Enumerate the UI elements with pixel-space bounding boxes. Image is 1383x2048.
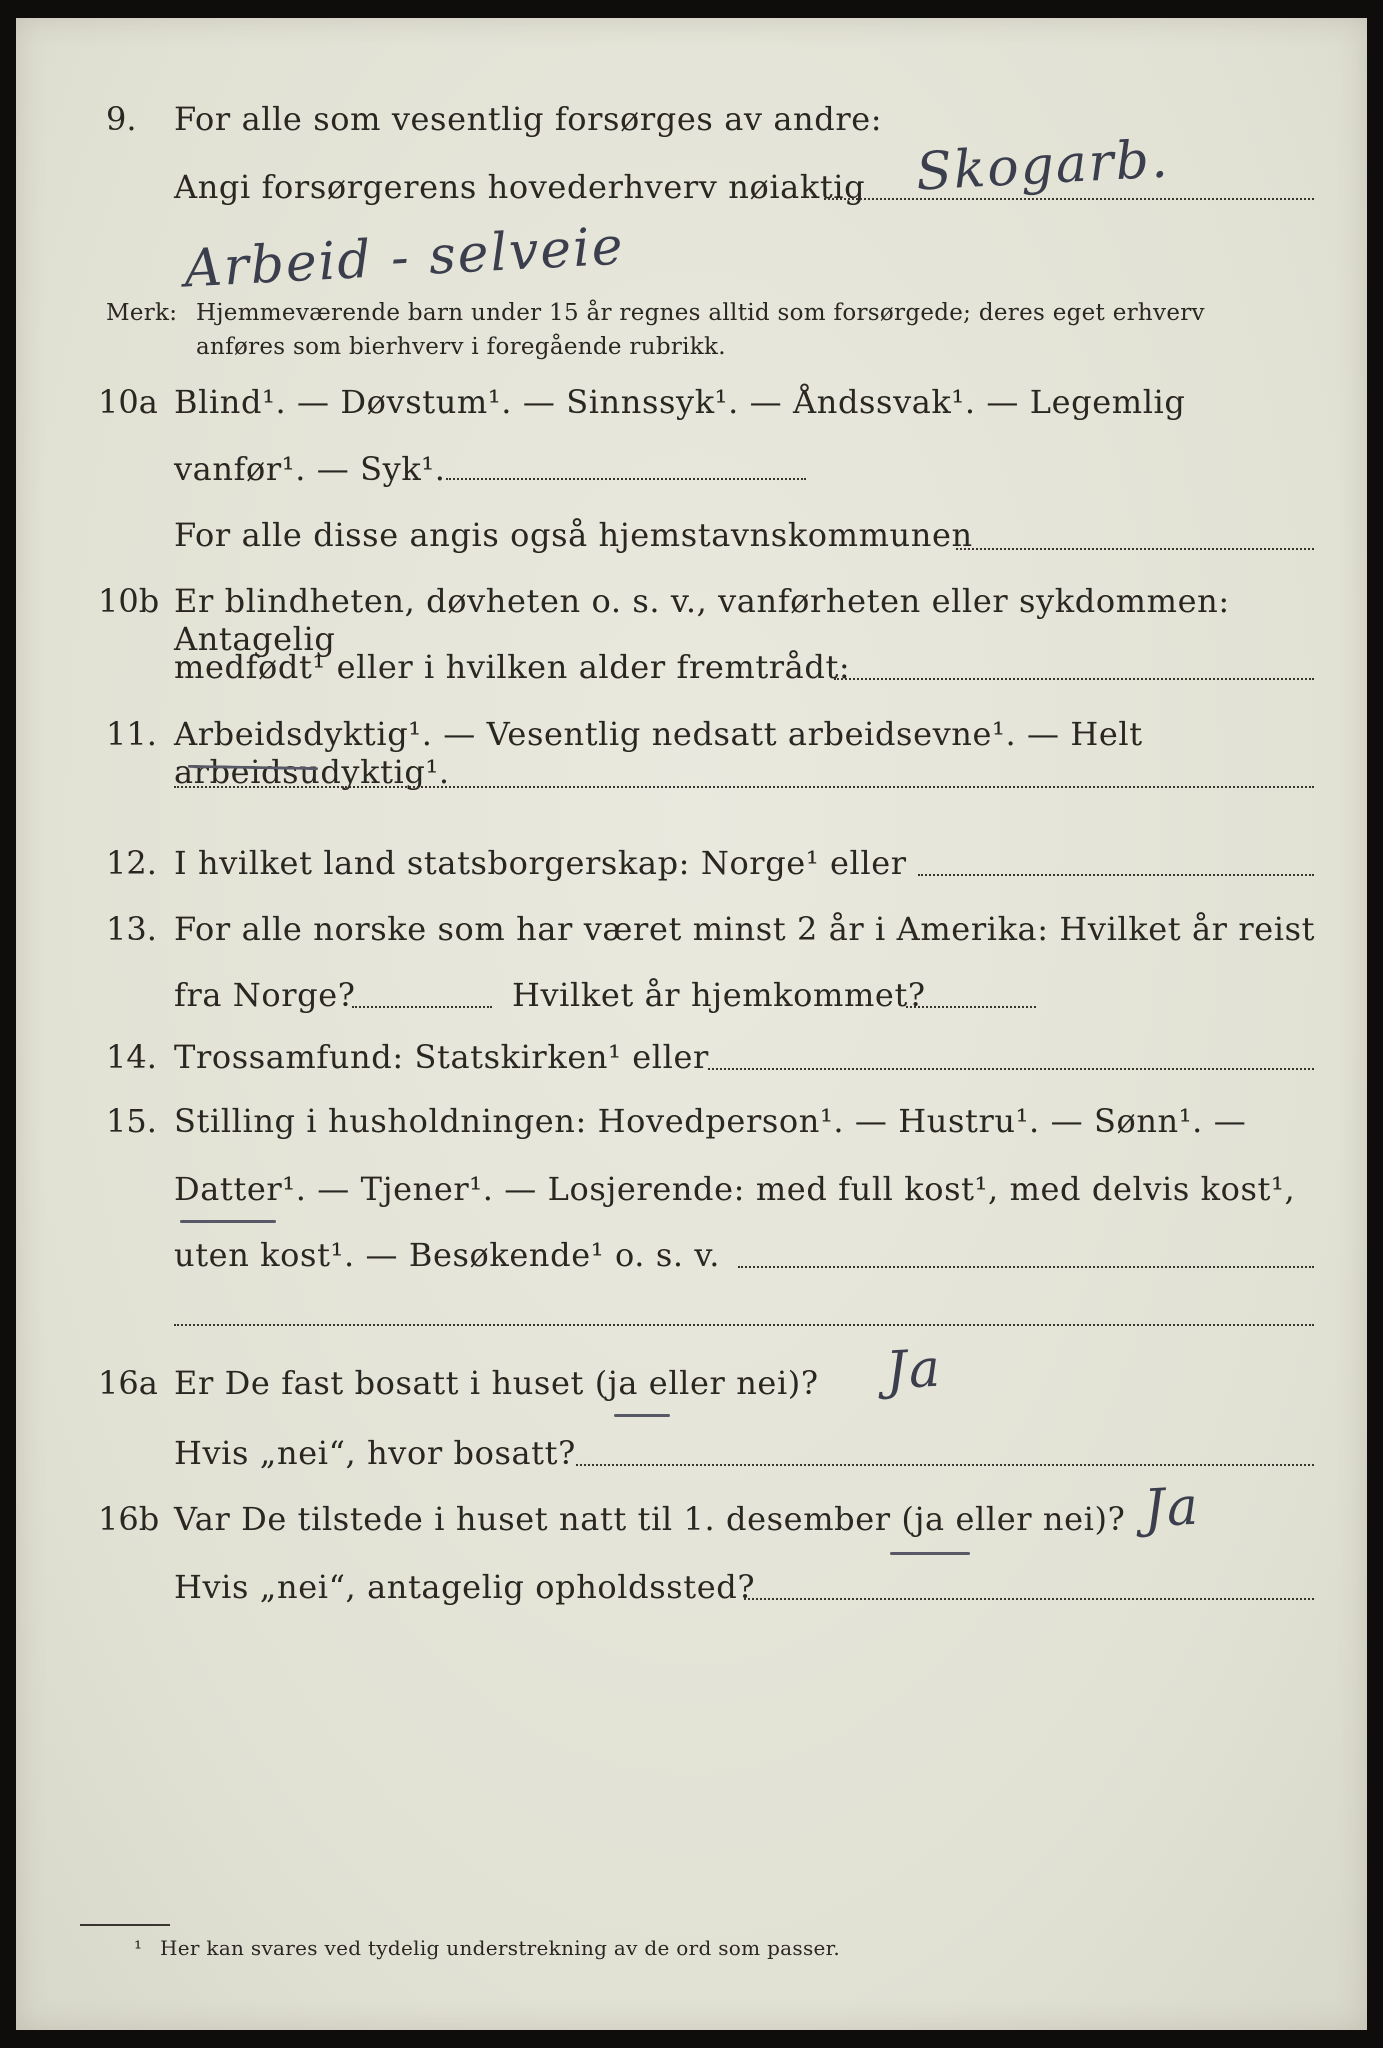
q10b-question: Er blindheten, døvheten o. s. v., vanførheten eller sykdommen: Antagelig <box>174 582 1230 658</box>
q9-handwritten-occupation: Skogarb. <box>914 129 1171 203</box>
q16a-underline-mark <box>614 1414 670 1417</box>
q10a-options: Blind¹. — Døvstum¹. — Sinnssyk¹. — Åndssvak¹. — Legemlig <box>174 383 1186 421</box>
q16b-number: 16b <box>98 1500 160 1538</box>
q9-answer-line <box>824 198 1314 200</box>
q10a-options-cont: vanfør¹. — Syk¹. <box>174 450 446 488</box>
footnote-text: Her kan svares ved tydelig understrekning av de ord som passer. <box>160 1936 840 1960</box>
q16a-answer-line <box>576 1464 1314 1466</box>
q16b-answer-line <box>744 1598 1314 1600</box>
q10b-number: 10b <box>98 582 160 620</box>
q16b-underline-mark <box>890 1552 970 1555</box>
q9-instruction: Angi forsørgerens hovederhverv nøiaktig <box>174 168 866 206</box>
q15-number: 15. <box>106 1102 157 1140</box>
q13-departure-line <box>352 1006 492 1008</box>
q16a-handwritten-answer: Ja <box>884 1338 944 1402</box>
q13-departure: fra Norge? <box>174 976 356 1014</box>
q11-number: 11. <box>106 715 157 753</box>
q14-question: Trossamfund: Statskirken¹ eller <box>174 1038 709 1076</box>
q13-return-line <box>906 1006 1036 1008</box>
q14-answer-line <box>708 1068 1314 1070</box>
merk-note-line1: Hjemmeværende barn under 15 år regnes alltid som forsørgede; deres eget erhverv <box>196 300 1205 326</box>
q14-number: 14. <box>106 1038 157 1076</box>
q10b-question-cont: medfødt¹ eller i hvilken alder fremtrådt: <box>174 648 851 686</box>
q9-number: 9. <box>106 100 137 138</box>
q16a-question: Er De fast bosatt i huset (ja eller nei)? <box>174 1364 819 1402</box>
footnote-marker: ¹ <box>134 1936 143 1960</box>
q13-return: Hvilket år hjemkommet? <box>512 976 926 1014</box>
q11-options: Arbeidsdyktig¹. — Vesentlig nedsatt arbeidsevne¹. — Helt arbeidsudyktig¹. <box>174 715 1143 791</box>
q15-options-cont: uten kost¹. — Besøkende¹ o. s. v. <box>174 1236 721 1274</box>
merk-label: Merk: <box>106 300 178 326</box>
merk-note-line2: anføres som bierhverv i foregående rubrikk. <box>196 334 726 360</box>
q9-handwritten-occupation-cont: Arbeid - selveie <box>182 216 626 300</box>
q15-options: Datter¹. — Tjener¹. — Losjerende: med full kost¹, med delvis kost¹, <box>174 1170 1296 1208</box>
q12-question: I hvilket land statsborgerskap: Norge¹ eller <box>174 844 907 882</box>
q11-answer-line <box>174 786 1314 788</box>
q16b-handwritten-answer: Ja <box>1142 1476 1202 1540</box>
q13-question: For alle norske som har været minst 2 år i Amerika: Hvilket år reist <box>174 910 1316 948</box>
q10a-home-municipality: For alle disse angis også hjemstavnskommunen <box>174 516 973 554</box>
q16b-followup: Hvis „nei“, antagelig opholdssted? <box>174 1568 756 1606</box>
q12-answer-line <box>918 874 1314 876</box>
q12-number: 12. <box>106 844 157 882</box>
q10a-answer-line <box>446 478 806 480</box>
q16a-followup: Hvis „nei“, hvor bosatt? <box>174 1434 576 1472</box>
q15-question: Stilling i husholdningen: Hovedperson¹. — Hustru¹. — Sønn¹. — <box>174 1102 1247 1140</box>
q10a-municipality-line <box>956 548 1314 550</box>
q10b-answer-line <box>834 678 1314 680</box>
q15-underline-mark <box>180 1220 276 1223</box>
q15-extra-line <box>174 1324 1314 1326</box>
q16a-number: 16a <box>98 1364 158 1402</box>
q13-number: 13. <box>106 910 157 948</box>
footnote-rule <box>80 1924 170 1926</box>
q15-answer-line <box>738 1266 1314 1268</box>
q10a-number: 10a <box>98 383 158 421</box>
q9-question: For alle som vesentlig forsørges av andre: <box>174 100 883 138</box>
q16b-question: Var De tilstede i huset natt til 1. desember (ja eller nei)? <box>174 1500 1126 1538</box>
census-form-page <box>16 18 1367 2030</box>
